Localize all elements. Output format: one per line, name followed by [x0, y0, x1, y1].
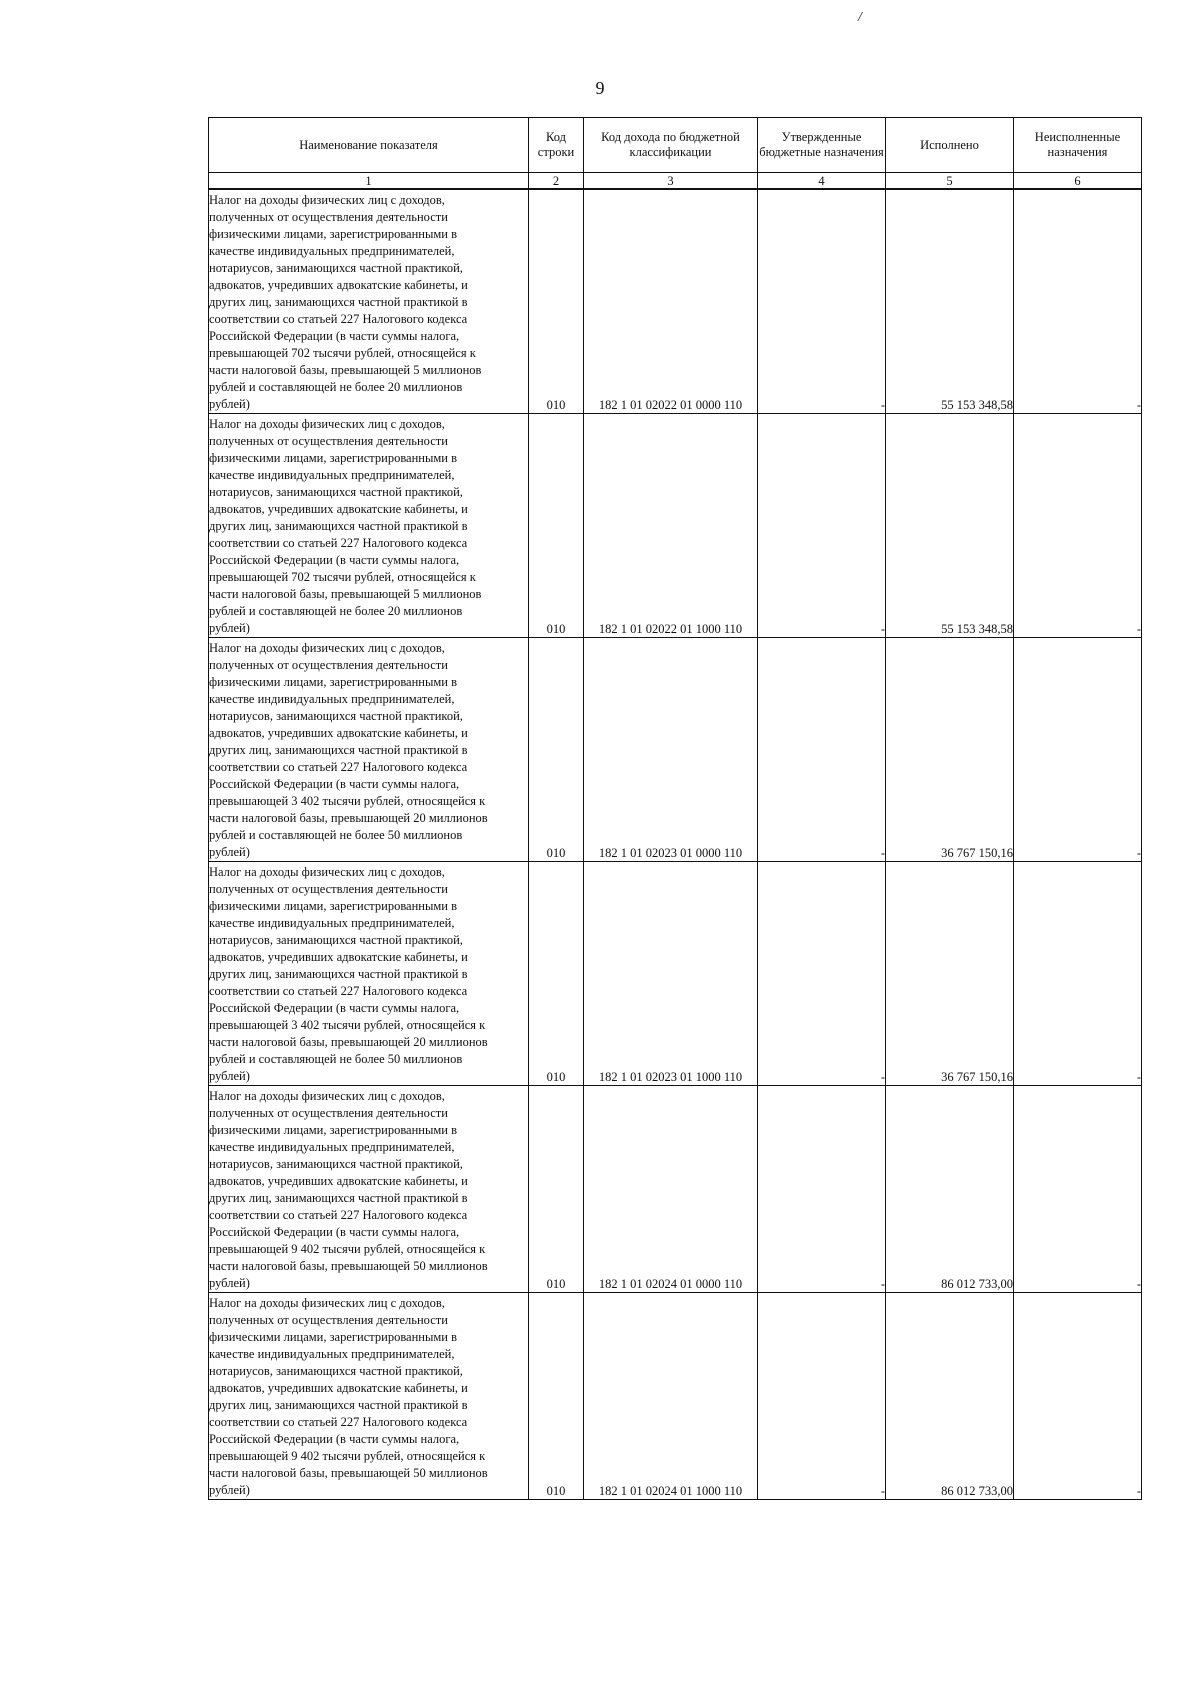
row-income-code: 182 1 01 02022 01 1000 110: [584, 414, 758, 638]
row-line-code: 010: [529, 1086, 584, 1293]
row-indicator-text: Налог на доходы физических лиц с доходов, полученных от осуществления деятельности физическими лицами, зарегистрированными в качестве индивидуальных предпринимателей, нотариусов, занимающихся частной практикой, адвокатов, учредивших адвокатские кабинеты, и других лиц, занимающихся частной практикой в соответствии со статьей 227 Налогового кодекса Российской Федерации (в части суммы налога, превышающей 3 402 тысячи рублей, относящейся к части налоговой базы, превышающей 20 миллионов рублей и составляющей не более 50 миллионов рублей): [209, 865, 488, 1083]
income-report-table: [208, 117, 1142, 1500]
row-indicator-name: [209, 414, 529, 638]
column-number: 1: [209, 173, 529, 190]
row-indicator-name: [209, 862, 529, 1086]
header-unexecuted: Неисполненные назначения: [1014, 118, 1142, 173]
row-income-code: 182 1 01 02024 01 0000 110: [584, 1086, 758, 1293]
page-mark: /: [858, 10, 862, 25]
table-row: [209, 862, 1142, 1086]
row-unexecuted: -: [1014, 862, 1142, 1086]
header-line-code: Код строки: [529, 118, 584, 173]
column-numbers-row: [209, 173, 1142, 190]
row-unexecuted: -: [1014, 638, 1142, 862]
header-indicator-name: Наименование показателя: [209, 118, 529, 173]
row-indicator-name: [209, 1086, 529, 1293]
table-body: [209, 189, 1142, 1500]
table-row: [209, 414, 1142, 638]
row-income-code: 182 1 01 02022 01 0000 110: [584, 189, 758, 414]
header-income-code: Код дохода по бюджетной классификации: [584, 118, 758, 173]
column-number: 5: [886, 173, 1014, 190]
table-header: [209, 118, 1142, 190]
row-line-code: 010: [529, 638, 584, 862]
row-income-code: 182 1 01 02023 01 0000 110: [584, 638, 758, 862]
column-number: 4: [758, 173, 886, 190]
row-income-code: 182 1 01 02024 01 1000 110: [584, 1293, 758, 1500]
row-approved: -: [758, 1086, 886, 1293]
column-number: 3: [584, 173, 758, 190]
row-indicator-text: Налог на доходы физических лиц с доходов, полученных от осуществления деятельности физическими лицами, зарегистрированными в качестве индивидуальных предпринимателей, нотариусов, занимающихся частной практикой, адвокатов, учредивших адвокатские кабинеты, и других лиц, занимающихся частной практикой в соответствии со статьей 227 Налогового кодекса Российской Федерации (в части суммы налога, превышающей 702 тысячи рублей, относящейся к части налоговой базы, превышающей 5 миллионов рублей и составляющей не более 20 миллионов рублей): [209, 417, 482, 635]
row-indicator-text: Налог на доходы физических лиц с доходов, полученных от осуществления деятельности физическими лицами, зарегистрированными в качестве индивидуальных предпринимателей, нотариусов, занимающихся частной практикой, адвокатов, учредивших адвокатские кабинеты, и других лиц, занимающихся частной практикой в соответствии со статьей 227 Налогового кодекса Российской Федерации (в части суммы налога, превышающей 702 тысячи рублей, относящейся к части налоговой базы, превышающей 5 миллионов рублей и составляющей не более 20 миллионов рублей): [209, 193, 482, 411]
row-income-code: 182 1 01 02023 01 1000 110: [584, 862, 758, 1086]
row-executed: 55 153 348,58: [886, 414, 1014, 638]
row-unexecuted: -: [1014, 1086, 1142, 1293]
row-indicator-name: [209, 189, 529, 414]
page-number: 9: [595, 78, 605, 98]
table-row: [209, 1293, 1142, 1500]
row-unexecuted: -: [1014, 189, 1142, 414]
header-executed: Исполнено: [886, 118, 1014, 173]
table-row: [209, 638, 1142, 862]
row-executed: 36 767 150,16: [886, 638, 1014, 862]
row-executed: 55 153 348,58: [886, 189, 1014, 414]
row-unexecuted: -: [1014, 414, 1142, 638]
row-line-code: 010: [529, 189, 584, 414]
column-number: 2: [529, 173, 584, 190]
row-approved: -: [758, 189, 886, 414]
row-approved: -: [758, 862, 886, 1086]
row-approved: -: [758, 414, 886, 638]
row-line-code: 010: [529, 414, 584, 638]
row-indicator-text: Налог на доходы физических лиц с доходов, полученных от осуществления деятельности физическими лицами, зарегистрированными в качестве индивидуальных предпринимателей, нотариусов, занимающихся частной практикой, адвокатов, учредивших адвокатские кабинеты, и других лиц, занимающихся частной практикой в соответствии со статьей 227 Налогового кодекса Российской Федерации (в части суммы налога, превышающей 9 402 тысячи рублей, относящейся к части налоговой базы, превышающей 50 миллионов рублей): [209, 1089, 488, 1290]
row-executed: 86 012 733,00: [886, 1086, 1014, 1293]
row-indicator-name: [209, 638, 529, 862]
row-unexecuted: -: [1014, 1293, 1142, 1500]
row-indicator-text: Налог на доходы физических лиц с доходов, полученных от осуществления деятельности физическими лицами, зарегистрированными в качестве индивидуальных предпринимателей, нотариусов, занимающихся частной практикой, адвокатов, учредивших адвокатские кабинеты, и других лиц, занимающихся частной практикой в соответствии со статьей 227 Налогового кодекса Российской Федерации (в части суммы налога, превышающей 9 402 тысячи рублей, относящейся к части налоговой базы, превышающей 50 миллионов рублей): [209, 1296, 488, 1497]
table-row: [209, 1086, 1142, 1293]
row-line-code: 010: [529, 862, 584, 1086]
row-line-code: 010: [529, 1293, 584, 1500]
header-approved: Утвержденные бюджетные назначения: [758, 118, 886, 173]
table-row: [209, 189, 1142, 414]
row-executed: 86 012 733,00: [886, 1293, 1014, 1500]
row-indicator-name: [209, 1293, 529, 1500]
row-executed: 36 767 150,16: [886, 862, 1014, 1086]
row-indicator-text: Налог на доходы физических лиц с доходов, полученных от осуществления деятельности физическими лицами, зарегистрированными в качестве индивидуальных предпринимателей, нотариусов, занимающихся частной практикой, адвокатов, учредивших адвокатские кабинеты, и других лиц, занимающихся частной практикой в соответствии со статьей 227 Налогового кодекса Российской Федерации (в части суммы налога, превышающей 3 402 тысячи рублей, относящейся к части налоговой базы, превышающей 20 миллионов рублей и составляющей не более 50 миллионов рублей): [209, 641, 488, 859]
column-number: 6: [1014, 173, 1142, 190]
row-approved: -: [758, 638, 886, 862]
row-approved: -: [758, 1293, 886, 1500]
